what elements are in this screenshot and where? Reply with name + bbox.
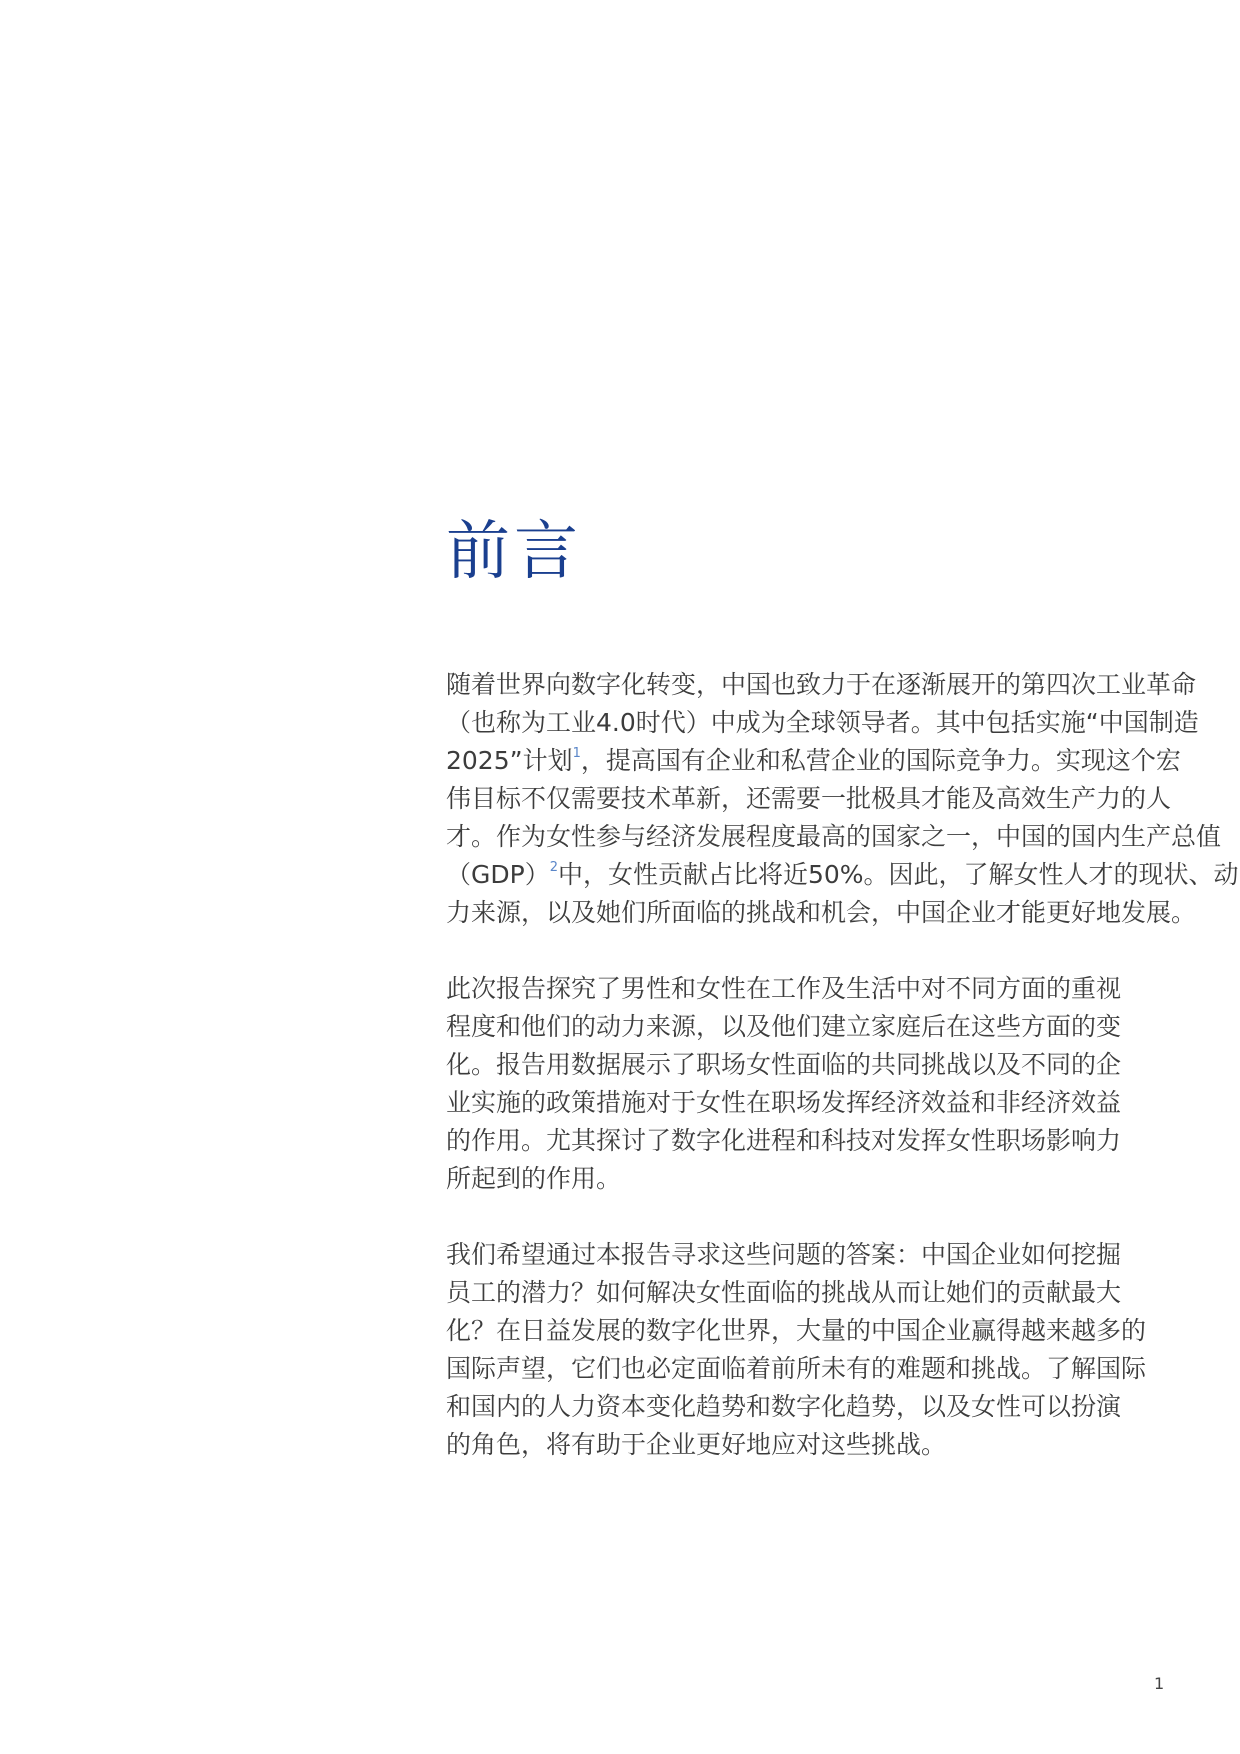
text-segment: （GDP） <box>446 860 550 889</box>
text-line: 业实施的政策措施对于女性在职场发挥经济效益和非经济效益 <box>446 1088 1122 1117</box>
page-number: 1 <box>1154 1674 1165 1693</box>
text-segment: ，提高国有企业和私营企业的国际竞争力。实现这个宏 <box>580 746 1181 775</box>
text-line: （也称为工业4.0时代）中成为全球领导者。其中包括实施“中国制造 <box>446 708 1199 737</box>
text-line: 力来源，以及她们所面临的挑战和机会，中国企业才能更好地发展。 <box>446 898 1197 927</box>
text-line: 伟目标不仅需要技术革新，还需要一批极具才能及高效生产力的人 <box>446 784 1172 813</box>
body-text <box>446 666 1239 1502</box>
text-line: 的角色，将有助于企业更好地应对这些挑战。 <box>446 1430 947 1459</box>
text-line: 我们希望通过本报告寻求这些问题的答案：中国企业如何挖掘 <box>446 1240 1122 1269</box>
text-line: 员工的潜力？如何解决女性面临的挑战从而让她们的贡献最大 <box>446 1278 1122 1307</box>
text-line: 此次报告探究了男性和女性在工作及生活中对不同方面的重视 <box>446 974 1122 1003</box>
footnote-marker-2[interactable]: 2 <box>549 860 558 875</box>
paragraph-1 <box>446 666 1239 932</box>
text-line: 随着世界向数字化转变，中国也致力于在逐渐展开的第四次工业革命 <box>446 670 1197 699</box>
text-segment: 中，女性贡献占比将近50%。因此，了解女性人才的现状、动 <box>557 860 1239 889</box>
text-line: 和国内的人力资本变化趋势和数字化趋势，以及女性可以扮演 <box>446 1392 1122 1421</box>
text-line: 化。报告用数据展示了职场女性面临的共同挑战以及不同的企 <box>446 1050 1122 1079</box>
text-segment: 2025”计划 <box>446 746 573 775</box>
footnote-marker-1[interactable]: 1 <box>572 746 581 761</box>
paragraph-2 <box>446 970 1186 1198</box>
text-line: 国际声望，它们也必定面临着前所未有的难题和挑战。了解国际 <box>446 1354 1147 1383</box>
text-line: 化？在日益发展的数字化世界，大量的中国企业赢得越来越多的 <box>446 1316 1147 1345</box>
paragraph-3 <box>446 1236 1186 1464</box>
text-line <box>446 856 1239 894</box>
text-line: 程度和他们的动力来源，以及他们建立家庭后在这些方面的变 <box>446 1012 1122 1041</box>
text-line: 才。作为女性参与经济发展程度最高的国家之一，中国的国内生产总值 <box>446 822 1222 851</box>
text-line: 的作用。尤其探讨了数字化进程和科技对发挥女性职场影响力 <box>446 1126 1122 1155</box>
page-title: 前言 <box>446 515 582 589</box>
text-line: 所起到的作用。 <box>446 1164 622 1193</box>
text-line <box>446 742 1186 780</box>
